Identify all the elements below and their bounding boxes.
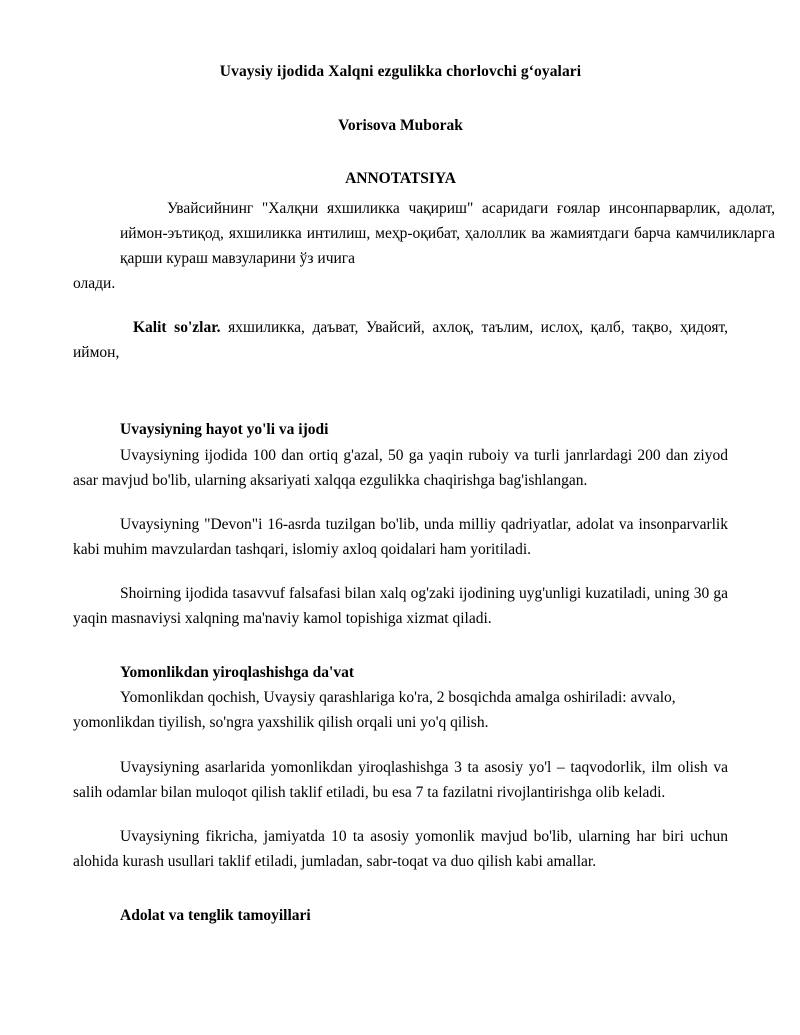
- document-content: [73, 0, 775, 928]
- section-1-paragraph-3: Shoirning ijodida tasavvuf falsafasi bilan xalq og'zaki ijodining uyg'unligi kuzatiladi, uning 30 ga yaqin masnaviysi xalqning ma'naviy kamol topishiga xizmat qiladi.: [73, 584, 728, 628]
- author-name: Vorisova Muborak: [338, 116, 463, 134]
- annotation-paragraph: [73, 190, 775, 296]
- section-2-paragraph-1: Yomonlikdan qochish, Uvaysiy qarashlariga ko'ra, 2 bosqichda amalga oshiriladi: avvalo, yomonlikdan tiyilish, so'ngra yaxshilik qilish orqali uni yo'q qilish.: [73, 689, 676, 732]
- annotation-body-tail: олади.: [73, 275, 116, 293]
- section-heading-hayot-yoli-va-ijodi: Uvaysiyning hayot yo'li va ijodi: [120, 421, 329, 439]
- section-1-paragraph-2: Uvaysiyning "Devon"i 16-asrda tuzilgan bo'lib, unda milliy qadriyatlar, adolat va insonparvarlik kabi muhim mavzulardan tashqari, islomiy axloq qoidalari ham yoritiladi.: [73, 515, 728, 558]
- page-title: Uvaysiy ijodida Xalqni ezgulikka chorlovchi g‘oyalari: [219, 63, 582, 80]
- keywords-label: Kalit so'zlar.: [133, 319, 221, 337]
- annotation-heading: ANNOTATSIYA: [345, 169, 456, 187]
- keywords-list: яхшиликка, даъват, Увайсий, ахлоқ, таълим, ислоҳ, қалб, тақво, ҳидоят, иймон,: [73, 319, 728, 362]
- section-heading-adolat-va-tenglik-tamoyillari: Adolat va tenglik tamoyillari: [120, 906, 311, 924]
- section-1-paragraph-1: Uvaysiyning ijodida 100 dan ortiq g'azal, 50 ga yaqin ruboiy va turli janrlardagi 200 dan ziyod asar mavjud bo'lib, ularning aksariyati xalqqa ezgulikka chaqirishga bag'ishlangan.: [73, 446, 728, 489]
- keywords-paragraph: [73, 296, 728, 365]
- section-2-paragraph-2: Uvaysiyning asarlarida yomonlikdan yiroqlashishga 3 ta asosiy yo'l – taqvodorlik, ilm olish va salih odamlar bilan muloqot qilish taklif etiladi, bu esa 7 ta fazilatni rivojlantirishga olib keladi.: [73, 758, 728, 801]
- section-heading-yomonlikdan-yiroqlashishga-davat: Yomonlikdan yiroqlashishga da'vat: [120, 664, 355, 682]
- section-2-paragraph-3: Uvaysiyning fikricha, jamiyatda 10 ta asosiy yomonlik mavjud bo'lib, ularning har biri uchun alohida kurash usullari taklif etiladi, jumladan, sabr-toqat va duo qilish kabi amallar.: [73, 827, 728, 870]
- annotation-body-main: Увайсийнинг "Халқни яхшиликка чақириш" асаридаги ғоялар инсонпарварлик, адолат, иймон-эътиқод, яхшиликка интилиш, меҳр-оқибат, ҳалоллик ва жамиятдаги барча камчиликларга қарши кураш мавзуларини ўз ичига: [120, 199, 775, 267]
